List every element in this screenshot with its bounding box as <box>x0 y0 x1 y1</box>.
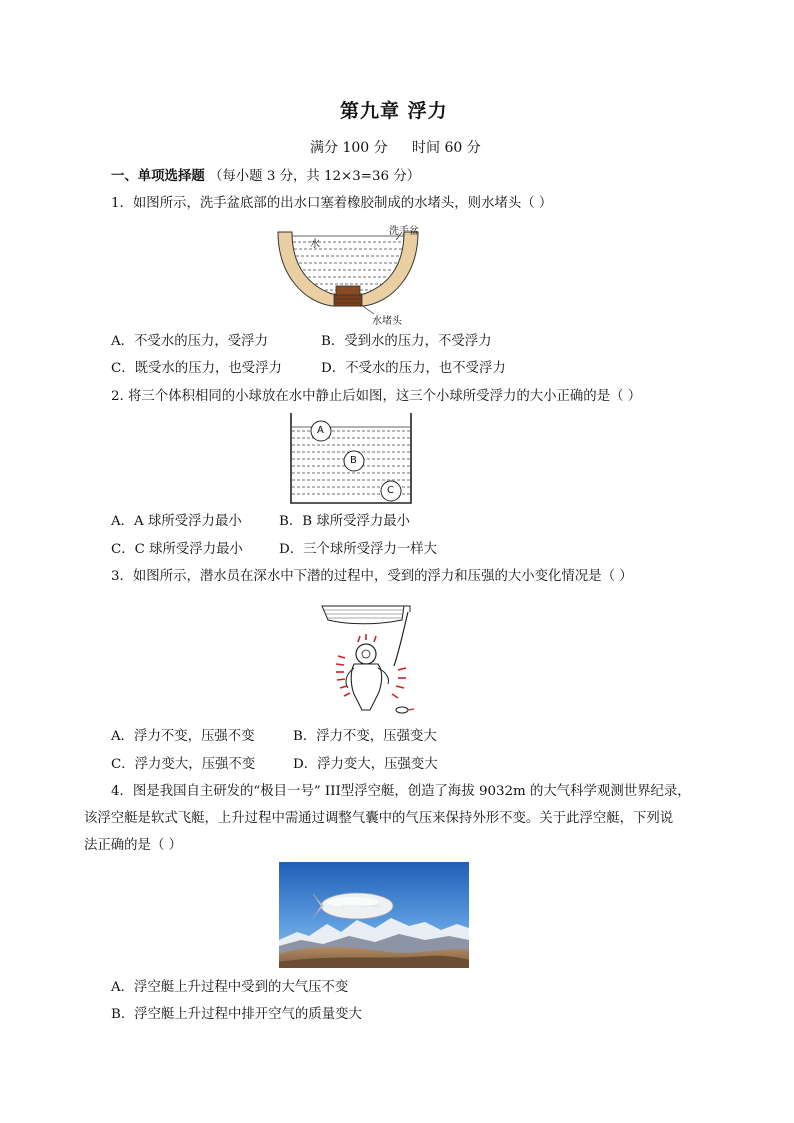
score-info: 满分 100 分 <box>310 140 388 156</box>
question-4-stem-line-1: 4．图是我国自主研发的“极目一号” III型浮空艇，创造了海拔 9032m 的大气科学观测世界纪录， <box>111 784 691 799</box>
plug-label: 水堵头 <box>372 316 402 327</box>
q3-option-d: D．浮力变大，压强变大 <box>293 757 438 772</box>
page-title: 第九章 浮力 <box>340 100 448 122</box>
q2-option-a: A．A 球所受浮力最小 <box>111 514 242 529</box>
q1-option-c: C．既受水的压力，也受浮力 <box>111 361 282 376</box>
section-note: （每小题 3 分，共 12×3=36 分） <box>209 169 421 184</box>
question-2-stem: 2. 将三个体积相同的小球放在水中静止后如图，这三个小球所受浮力的大小正确的是（ ） <box>111 389 642 404</box>
question-4-stem-line-3: 法正确的是（ ） <box>84 838 182 853</box>
section-title: 一、单项选择题 <box>111 168 205 184</box>
ball-a-label: A <box>317 425 324 436</box>
diver-figure <box>318 598 418 722</box>
question-3-stem: 3．如图所示，潜水员在深水中下潜的过程中，受到的浮力和压强的大小变化情况是（ ） <box>111 569 633 584</box>
basin-label: 洗手盆 <box>389 226 419 237</box>
question-1-stem: 1．如图所示，洗手盆底部的出水口塞着橡胶制成的水堵头，则水堵头（ ） <box>111 196 553 211</box>
q2-option-c: C．C 球所受浮力最小 <box>111 542 243 557</box>
section-heading <box>111 166 420 187</box>
q1-option-a: A．不受水的压力，受浮力 <box>111 334 268 349</box>
q4-option-b: B．浮空艇上升过程中排开空气的质量变大 <box>111 1007 362 1022</box>
q4-option-a: A．浮空艇上升过程中受到的大气压不变 <box>111 980 349 995</box>
time-info: 时间 60 分 <box>412 140 481 156</box>
q1-option-d: D．不受水的压力，也不受浮力 <box>321 361 506 376</box>
question-4-stem-line-2: 该浮空艇是软式飞艇，上升过程中需通过调整气囊中的气压来保持外形不变。关于此浮空艇，下列说 <box>84 811 674 826</box>
q3-option-a: A．浮力不变，压强不变 <box>111 729 255 744</box>
water-label: 水 <box>310 239 320 250</box>
q1-option-b: B．受到水的压力，不受浮力 <box>321 334 492 349</box>
q3-option-c: C．浮力变大，压强不变 <box>111 757 256 772</box>
q3-option-b: B．浮力不变，压强变大 <box>293 729 437 744</box>
ball-b-label: B <box>350 455 357 466</box>
q2-option-d: D．三个球所受浮力一样大 <box>279 542 438 557</box>
ball-c-label: C <box>387 485 394 496</box>
q2-option-b: B．B 球所受浮力最小 <box>279 514 411 529</box>
airship-photo <box>279 862 469 968</box>
